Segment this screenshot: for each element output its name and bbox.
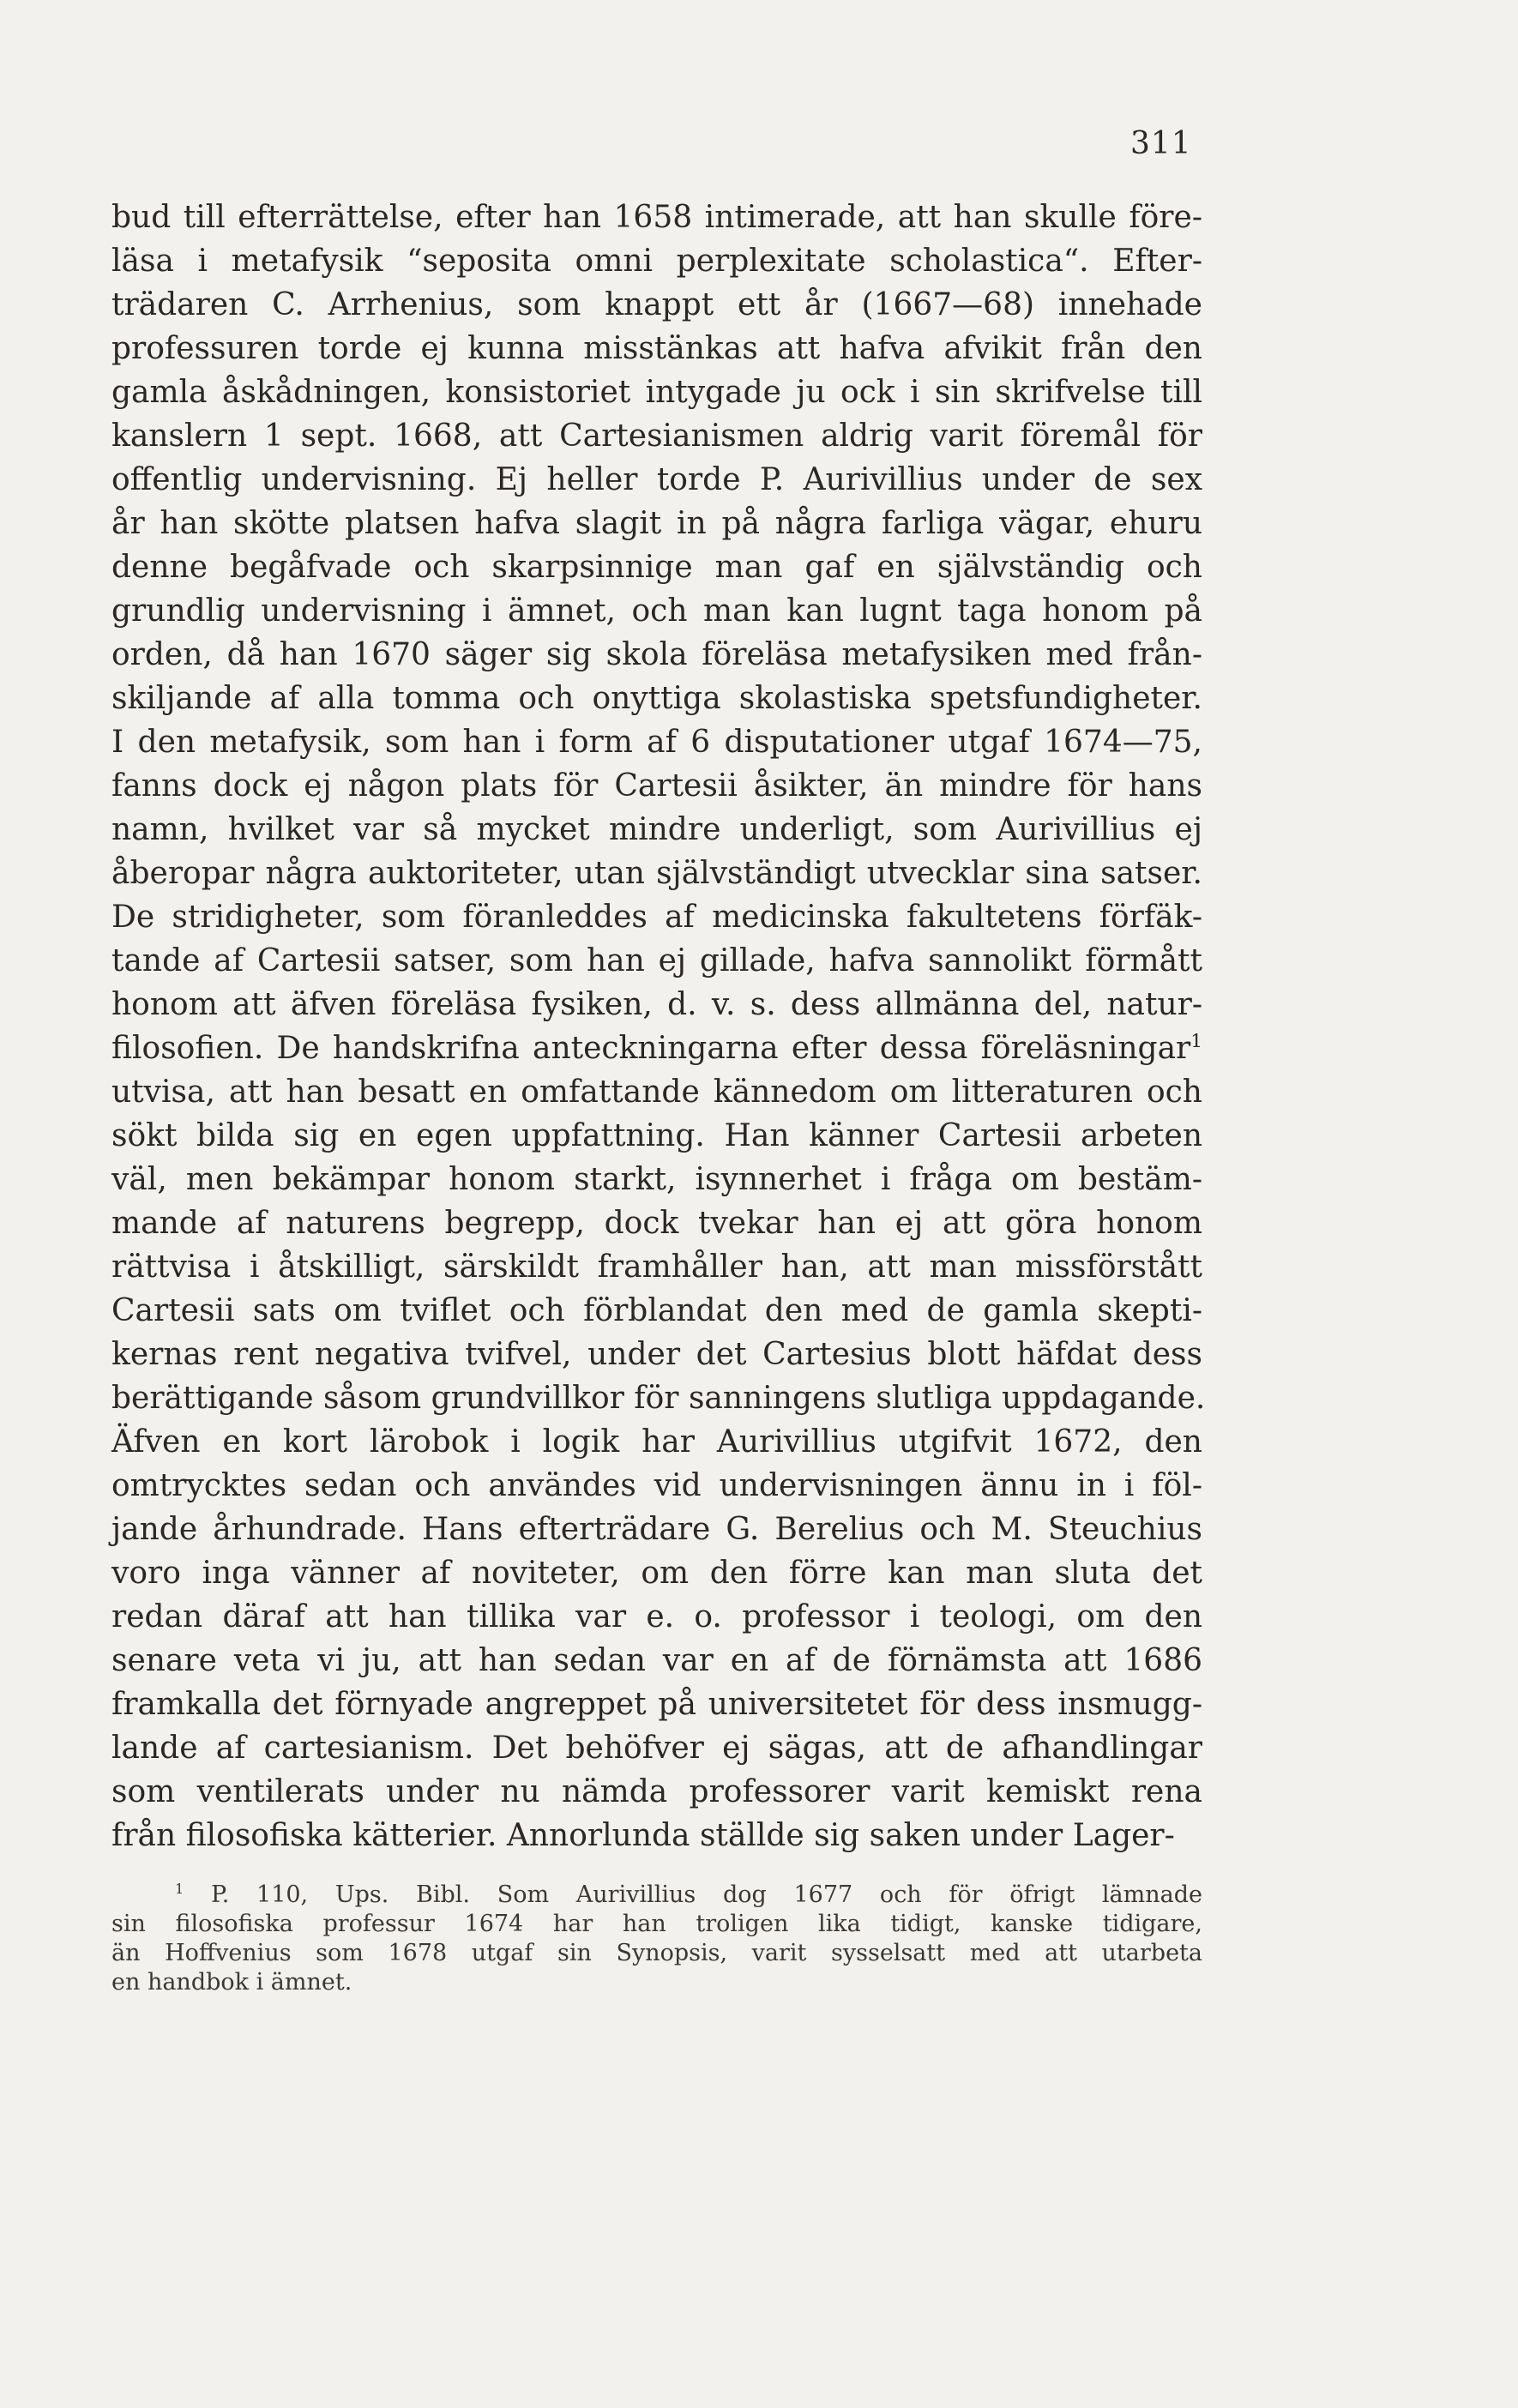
text-line-content: skiljande af alla tomma och onyttiga skolastiska spetsfundigheter. bbox=[111, 681, 1202, 716]
text-line-content: jande århundrade. Hans efterträdare G. Berelius och M. Steuchius bbox=[111, 1512, 1202, 1547]
text-line bbox=[111, 1464, 1202, 1508]
text-line bbox=[111, 720, 1202, 764]
footnote-line bbox=[111, 1910, 1202, 1939]
text-line-content: som ventilerats under nu nämda professorer varit kemiskt rena bbox=[111, 1774, 1202, 1809]
text-line bbox=[111, 1070, 1202, 1114]
text-line bbox=[111, 1726, 1202, 1770]
text-line-content: läsa i metafysik “seposita omni perplexitate scholastica“. Efter- bbox=[111, 244, 1202, 279]
text-line-content: Cartesii sats om tviflet och förblandat den med de gamla skepti- bbox=[111, 1293, 1202, 1328]
footnote-line-content: P. 110, Ups. Bibl. Som Aurivillius dog 1677 och för öfrigt lämnade bbox=[211, 1881, 1202, 1908]
text-line bbox=[111, 1508, 1202, 1551]
text-line bbox=[111, 1114, 1202, 1158]
text-line bbox=[111, 283, 1202, 327]
text-line-content: senare veta vi ju, att han sedan var en af de förnämsta att 1686 bbox=[111, 1643, 1202, 1678]
text-line bbox=[111, 939, 1202, 983]
text-line-content: bud till efterrättelse, efter han 1658 intimerade, att han skulle före- bbox=[111, 200, 1202, 235]
text-line-content: år han skötte platsen hafva slagit in på några farliga vägar, ehuru bbox=[111, 506, 1202, 541]
text-line bbox=[111, 895, 1202, 939]
footnote-line-content: en handbok i ämnet. bbox=[111, 1969, 352, 1996]
text-line bbox=[111, 764, 1202, 808]
text-line bbox=[111, 1595, 1202, 1639]
text-line bbox=[111, 458, 1202, 502]
text-line bbox=[111, 677, 1202, 720]
text-line-content: rättvisa i åtskilligt, särskildt framhåller han, att man missförstått bbox=[111, 1249, 1202, 1285]
text-line bbox=[111, 589, 1202, 633]
text-line-content: väl, men bekämpar honom starkt, isynnerhet i fråga om bestäm- bbox=[111, 1162, 1202, 1197]
text-line bbox=[111, 370, 1202, 414]
text-line-content: De stridigheter, som föranleddes af medicinska fakultetens förfäk- bbox=[111, 900, 1202, 935]
text-line-content: kanslern 1 sept. 1668, att Cartesianismen aldrig varit föremål för bbox=[111, 418, 1202, 454]
text-line bbox=[111, 1683, 1202, 1726]
text-line bbox=[111, 414, 1202, 458]
text-line bbox=[111, 808, 1202, 852]
page-number: 311 bbox=[1130, 126, 1192, 161]
text-line bbox=[111, 633, 1202, 677]
text-line bbox=[111, 983, 1202, 1026]
text-line bbox=[111, 239, 1202, 283]
text-line-content: professuren torde ej kunna misstänkas att hafva afvikit från den bbox=[111, 331, 1202, 366]
text-line bbox=[111, 1639, 1202, 1683]
footnote-line-content: än Hoffvenius som 1678 utgaf sin Synopsis, varit sysselsatt med att utarbeta bbox=[111, 1940, 1202, 1966]
text-line-content: grundlig undervisning i ämnet, och man kan lugnt taga honom på bbox=[111, 593, 1202, 629]
text-line-content: I den metafysik, som han i form af 6 disputationer utgaf 1674—75, bbox=[111, 725, 1202, 760]
body-text bbox=[111, 196, 1206, 1857]
text-line bbox=[111, 1245, 1202, 1289]
text-line-content: tande af Cartesii satser, som han ej gillade, hafva sannolikt förmått bbox=[111, 943, 1202, 978]
text-line bbox=[111, 545, 1202, 589]
text-line bbox=[111, 327, 1202, 370]
text-line bbox=[111, 1770, 1202, 1814]
footnote-line bbox=[111, 1881, 1202, 1910]
text-line-content: fanns dock ej någon plats för Cartesii åsikter, än mindre för hans bbox=[111, 768, 1202, 804]
text-line bbox=[111, 1376, 1206, 1420]
text-line-content: voro inga vänner af noviteter, om den förre kan man sluta det bbox=[111, 1556, 1202, 1591]
text-line-content: utvisa, att han besatt en omfattande kännedom om litteraturen och bbox=[111, 1075, 1202, 1110]
text-line-content: trädaren C. Arrhenius, som knappt ett år (1667—68) innehade bbox=[111, 287, 1202, 322]
text-line-content: framkalla det förnyade angreppet på universitetet för dess insmugg- bbox=[111, 1687, 1202, 1722]
text-line-content: offentlig undervisning. Ej heller torde P. Aurivillius under de sex bbox=[111, 462, 1202, 497]
text-line bbox=[111, 1814, 1202, 1857]
text-line bbox=[111, 502, 1202, 545]
footnotes bbox=[111, 1881, 1202, 1997]
footnote-line bbox=[111, 1939, 1202, 1968]
text-line-content: kernas rent negativa tvifvel, under det Cartesius blott häfdat dess bbox=[111, 1337, 1202, 1372]
text-line-content: Äfven en kort lärobok i logik har Aurivillius utgifvit 1672, den bbox=[111, 1424, 1202, 1460]
text-line-content: gamla åskådningen, konsistoriet intygade ju ock i sin skrifvelse till bbox=[111, 375, 1202, 410]
text-line-content: sökt bilda sig en egen uppfattning. Han känner Cartesii arbeten bbox=[111, 1118, 1202, 1153]
text-line-content: namn, hvilket var så mycket mindre underligt, som Aurivillius ej bbox=[111, 812, 1202, 847]
text-line bbox=[111, 1551, 1202, 1595]
text-line bbox=[111, 1158, 1202, 1201]
text-line bbox=[111, 196, 1202, 239]
footnote-reference: 1 bbox=[1190, 1031, 1202, 1052]
text-line-content: från filosofiska kätterier. Annorlunda ställde sig saken under Lager- bbox=[111, 1818, 1175, 1853]
text-line bbox=[111, 1026, 1202, 1070]
text-line-content: redan däraf att han tillika var e. o. professor i teologi, om den bbox=[111, 1599, 1202, 1634]
text-line bbox=[111, 1333, 1202, 1376]
text-line-content: lande af cartesianism. Det behöfver ej sägas, att de afhandlingar bbox=[111, 1731, 1202, 1766]
text-line-content: mande af naturens begrepp, dock tvekar han ej att göra honom bbox=[111, 1206, 1202, 1241]
footnote-marker: 1 bbox=[175, 1881, 184, 1897]
text-line bbox=[111, 1289, 1202, 1333]
text-line-content: orden, då han 1670 säger sig skola föreläsa metafysiken med från- bbox=[111, 637, 1202, 672]
text-line-content: honom att äfven föreläsa fysiken, d. v. s. dess allmänna del, natur- bbox=[111, 987, 1202, 1022]
text-line-content: denne begåfvade och skarpsinnige man gaf en självständig och bbox=[111, 550, 1202, 585]
text-line-content: omtrycktes sedan och användes vid undervisningen ännu in i föl- bbox=[111, 1468, 1202, 1503]
footnote-line bbox=[111, 1968, 1202, 1997]
text-line-content: berättigande såsom grundvillkor för sanningens slutliga uppdagande. bbox=[111, 1381, 1206, 1416]
text-line-content: filosofien. De handskrifna anteckningarna efter dessa föreläsningar$^1$ bbox=[111, 1031, 1202, 1066]
text-line bbox=[111, 852, 1202, 895]
text-line bbox=[111, 1420, 1202, 1464]
text-line-content: åberopar några auktoriteter, utan självständigt utvecklar sina satser. bbox=[111, 856, 1202, 891]
footnote-line-content: sin filosofiska professur 1674 har han troligen lika tidigt, kanske tidigare, bbox=[111, 1911, 1202, 1937]
text-line bbox=[111, 1201, 1202, 1245]
